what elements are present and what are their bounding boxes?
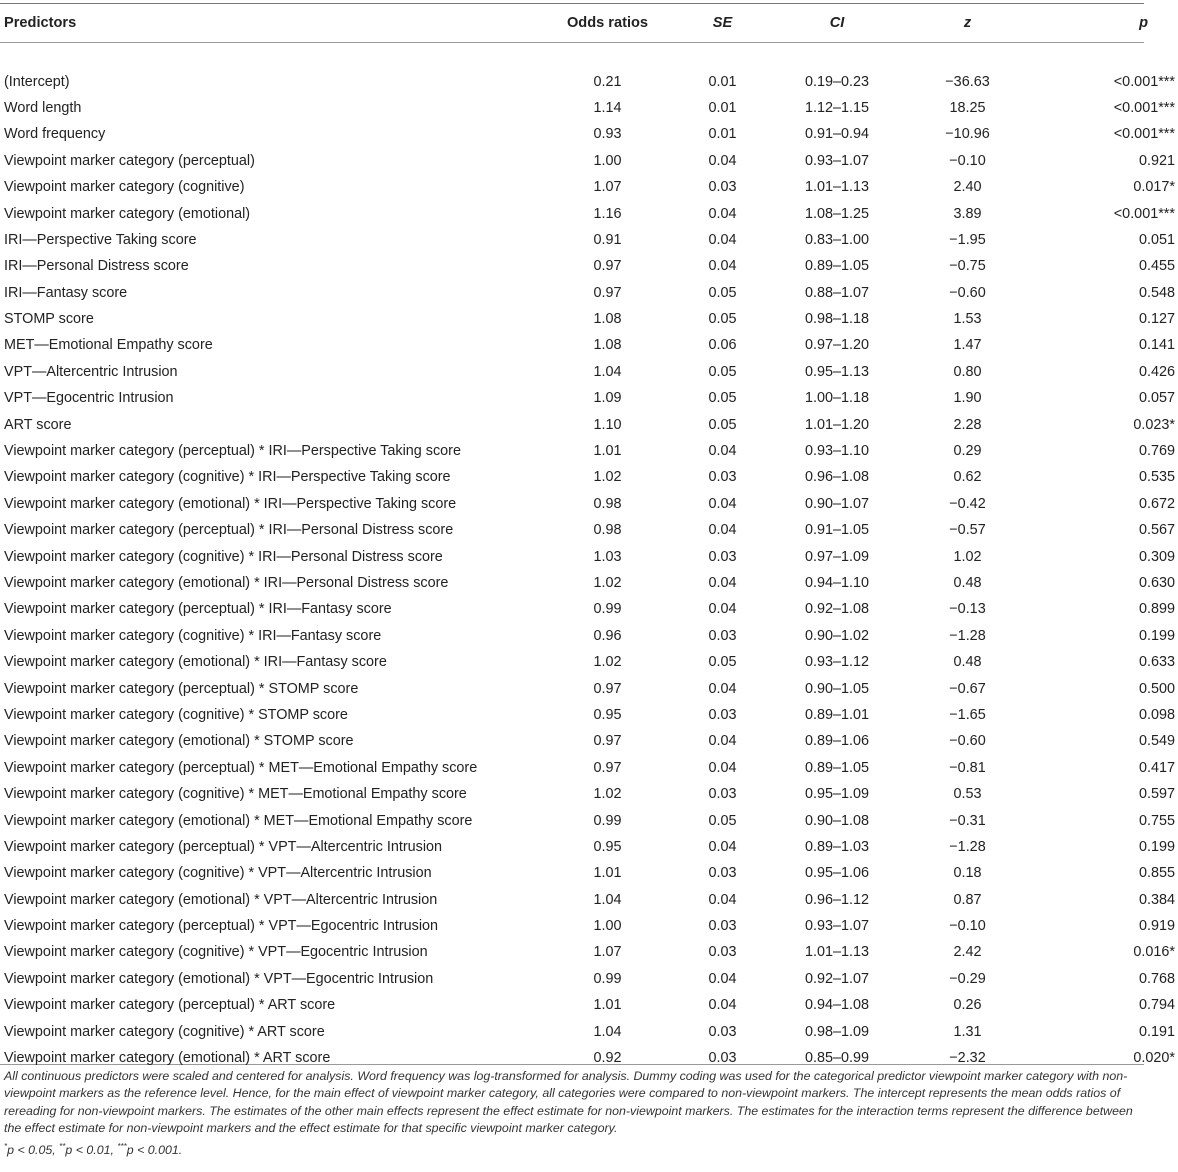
cell-odds-ratio: 0.96	[593, 627, 622, 644]
cell-ci: 0.92–1.07	[804, 970, 870, 987]
spacer-cell	[0, 42, 1178, 68]
sig-stars-1: *	[4, 1141, 8, 1151]
cell-se: 0.05	[708, 284, 737, 301]
cell-z: −2.32	[949, 1050, 986, 1067]
cell-z: −0.60	[949, 733, 986, 750]
cell-predictor: Viewpoint marker category (cognitive) * MET—Emotional Empathy score	[4, 786, 467, 803]
cell-se: 0.03	[708, 918, 737, 935]
cell-predictor: Viewpoint marker category (cognitive) * IRI—Personal Distress score	[4, 548, 443, 565]
cell-ci: 1.12–1.15	[804, 99, 870, 116]
cell-z: −36.63	[945, 73, 990, 90]
cell-z: 0.53	[953, 786, 982, 803]
cell-odds-ratio: 1.04	[593, 363, 622, 380]
cell-odds-ratio: 1.03	[593, 548, 622, 565]
cell-p: 0.769	[1138, 443, 1175, 460]
cell-p: <0.001***	[1113, 99, 1175, 116]
table-row	[0, 517, 1178, 543]
table-row	[0, 649, 1178, 675]
cell-ci: 0.95–1.06	[804, 865, 870, 882]
cell-odds-ratio: 1.00	[593, 152, 622, 169]
cell-predictor: Viewpoint marker category (emotional) * IRI—Perspective Taking score	[4, 495, 457, 512]
cell-p: 0.500	[1138, 680, 1175, 697]
table-row	[0, 385, 1178, 411]
table-row	[0, 68, 1178, 94]
cell-p: 0.384	[1138, 891, 1175, 908]
table-row	[0, 596, 1178, 622]
cell-ci: 0.93–1.10	[804, 443, 870, 460]
cell-z: −0.57	[949, 522, 986, 539]
cell-odds-ratio: 1.01	[593, 443, 622, 460]
cell-se: 0.04	[708, 231, 737, 248]
table-row	[0, 728, 1178, 754]
cell-predictor: Viewpoint marker category (cognitive) * IRI—Perspective Taking score	[4, 469, 451, 486]
cell-ci: 0.89–1.01	[804, 706, 870, 723]
cell-z: 2.28	[953, 416, 982, 433]
cell-odds-ratio: 1.04	[593, 1023, 622, 1040]
cell-z: 1.47	[953, 337, 982, 354]
significance-legend	[4, 1138, 1138, 1160]
table-row	[0, 332, 1178, 358]
cell-ci: 0.93–1.12	[804, 654, 870, 671]
header-ci: CI	[829, 14, 845, 31]
cell-ci: 0.96–1.08	[804, 469, 870, 486]
cell-p: 0.199	[1138, 627, 1175, 644]
cell-ci: 0.95–1.13	[804, 363, 870, 380]
cell-predictor: Viewpoint marker category (perceptual)	[4, 152, 255, 169]
cell-z: 18.25	[949, 99, 986, 116]
cell-predictor: Viewpoint marker category (perceptual) * IRI—Fantasy score	[4, 601, 392, 618]
spacer-row	[0, 42, 1178, 68]
cell-se: 0.03	[708, 944, 737, 961]
cell-se: 0.04	[708, 680, 737, 697]
cell-z: −0.10	[949, 918, 986, 935]
cell-p: 0.768	[1138, 970, 1175, 987]
cell-ci: 0.94–1.10	[804, 575, 870, 591]
cell-predictor: Viewpoint marker category (cognitive)	[4, 179, 245, 196]
sig-text-1: p < 0.05,	[7, 1142, 60, 1157]
cell-p: <0.001***	[1113, 126, 1175, 143]
cell-odds-ratio: 1.02	[593, 469, 622, 486]
table-footnote	[4, 1068, 1138, 1159]
table-row	[0, 411, 1178, 437]
table-row	[0, 675, 1178, 701]
table-row	[0, 543, 1178, 569]
cell-odds-ratio: 1.08	[593, 311, 622, 328]
cell-predictor: (Intercept)	[4, 73, 70, 90]
cell-p: 0.633	[1138, 654, 1175, 671]
cell-p: 0.057	[1138, 390, 1175, 407]
cell-odds-ratio: 0.97	[593, 759, 622, 776]
table-row	[0, 253, 1178, 279]
cell-ci: 0.94–1.08	[804, 997, 870, 1014]
table-row	[0, 438, 1178, 464]
cell-predictor: Viewpoint marker category (emotional) * VPT—Egocentric Intrusion	[4, 970, 434, 987]
cell-p: 0.535	[1138, 469, 1175, 486]
cell-odds-ratio: 1.08	[593, 337, 622, 354]
cell-odds-ratio: 0.91	[593, 231, 622, 248]
cell-se: 0.04	[708, 443, 737, 460]
cell-z: 1.02	[953, 548, 982, 565]
cell-predictor: IRI—Perspective Taking score	[4, 231, 197, 248]
cell-z: −1.65	[949, 706, 986, 723]
cell-ci: 0.89–1.05	[804, 759, 870, 776]
cell-odds-ratio: 1.02	[593, 575, 622, 591]
cell-ci: 0.97–1.20	[804, 337, 870, 354]
cell-odds-ratio: 0.95	[593, 838, 622, 855]
cell-predictor: Viewpoint marker category (cognitive) * STOMP score	[4, 706, 348, 723]
cell-z: 3.89	[953, 205, 982, 222]
cell-se: 0.03	[708, 1050, 737, 1067]
sig-stars-3: ***	[117, 1141, 127, 1151]
cell-predictor: VPT—Altercentric Intrusion	[4, 363, 178, 380]
cell-predictor: Viewpoint marker category (emotional) * STOMP score	[4, 733, 354, 750]
cell-ci: 0.90–1.05	[804, 680, 870, 697]
cell-ci: 0.96–1.12	[804, 891, 870, 908]
cell-p: 0.597	[1138, 786, 1175, 803]
cell-predictor: IRI—Personal Distress score	[4, 258, 189, 275]
cell-p: 0.794	[1138, 997, 1175, 1014]
cell-p: 0.127	[1138, 311, 1175, 328]
cell-odds-ratio: 1.10	[593, 416, 622, 433]
cell-ci: 0.98–1.09	[804, 1023, 870, 1040]
cell-p: 0.426	[1138, 363, 1175, 380]
cell-se: 0.04	[708, 601, 737, 618]
cell-se: 0.03	[708, 469, 737, 486]
cell-se: 0.04	[708, 759, 737, 776]
table-row	[0, 1018, 1178, 1044]
cell-predictor: Viewpoint marker category (cognitive) * IRI—Fantasy score	[4, 627, 382, 644]
cell-predictor: Viewpoint marker category (perceptual) * VPT—Egocentric Intrusion	[4, 918, 439, 935]
cell-ci: 0.83–1.00	[804, 231, 870, 248]
cell-p: 0.919	[1138, 918, 1175, 935]
cell-ci: 1.08–1.25	[804, 205, 870, 222]
header-p: p	[1139, 14, 1148, 31]
cell-predictor: Viewpoint marker category (emotional) * IRI—Personal Distress score	[4, 575, 449, 591]
cell-predictor: Viewpoint marker category (emotional) * ART score	[4, 1050, 331, 1067]
cell-se: 0.01	[708, 73, 737, 90]
cell-p: 0.755	[1138, 812, 1175, 829]
table-row	[0, 200, 1178, 226]
header-se: SE	[712, 14, 733, 31]
table-row	[0, 860, 1178, 886]
cell-se: 0.05	[708, 311, 737, 328]
cell-ci: 0.93–1.07	[804, 918, 870, 935]
cell-ci: 0.92–1.08	[804, 601, 870, 618]
cell-odds-ratio: 1.00	[593, 918, 622, 935]
cell-predictor: Viewpoint marker category (emotional)	[4, 205, 251, 222]
cell-se: 0.04	[708, 522, 737, 539]
cell-odds-ratio: 1.01	[593, 865, 622, 882]
cell-z: 1.53	[953, 311, 982, 328]
cell-p: 0.672	[1138, 495, 1175, 512]
cell-odds-ratio: 0.92	[593, 1050, 622, 1067]
cell-z: 1.90	[953, 390, 982, 407]
cell-ci: 0.89–1.03	[804, 838, 870, 855]
cell-z: 0.26	[953, 997, 982, 1014]
cell-z: −10.96	[945, 126, 990, 143]
cell-se: 0.03	[708, 1023, 737, 1040]
cell-z: −0.67	[949, 680, 986, 697]
cell-p: 0.567	[1138, 522, 1175, 539]
cell-predictor: STOMP score	[4, 311, 94, 328]
cell-p: 0.548	[1138, 284, 1175, 301]
cell-z: −0.42	[949, 495, 986, 512]
cell-odds-ratio: 1.16	[593, 205, 622, 222]
cell-z: 0.87	[953, 891, 982, 908]
table-row	[0, 306, 1178, 332]
cell-p: 0.921	[1138, 152, 1175, 169]
cell-se: 0.04	[708, 205, 737, 222]
cell-se: 0.01	[708, 99, 737, 116]
footnote-text: All continuous predictors were scaled and centered for analysis. Word frequency was log-transformed for analysis. Dummy coding was used for the categorical predictor viewpoint marker category with non-viewpoint markers as the reference level. Hence, for the main effect of viewpoint marker category, all categories were compared to non-viewpoint markers. The intercept represents the mean odds ratios of rereading for non-viewpoint markers. The estimates of the other main effects represent the effect estimate for non-viewpoint markers. The estimates for the interaction terms represent the difference between the effect estimate for non-viewpoint markers and the effect estimate for that specific viewpoint marker category.	[4, 1069, 1133, 1136]
table-row	[0, 913, 1178, 939]
cell-odds-ratio: 1.02	[593, 654, 622, 671]
cell-ci: 0.19–0.23	[804, 73, 870, 90]
cell-se: 0.05	[708, 654, 737, 671]
cell-odds-ratio: 0.98	[593, 495, 622, 512]
cell-predictor: Viewpoint marker category (cognitive) * VPT—Altercentric Intrusion	[4, 865, 432, 882]
table-row	[0, 491, 1178, 517]
cell-se: 0.05	[708, 812, 737, 829]
table-row	[0, 174, 1178, 200]
cell-odds-ratio: 0.99	[593, 812, 622, 829]
cell-z: 0.18	[953, 865, 982, 882]
cell-z: −1.28	[949, 838, 986, 855]
cell-ci: 0.95–1.09	[804, 786, 870, 803]
cell-se: 0.04	[708, 997, 737, 1014]
table-row	[0, 95, 1178, 121]
cell-odds-ratio: 1.09	[593, 390, 622, 407]
cell-predictor: Viewpoint marker category (cognitive) * ART score	[4, 1023, 325, 1040]
table-row	[0, 702, 1178, 728]
cell-ci: 0.98–1.18	[804, 311, 870, 328]
table-row	[0, 280, 1178, 306]
cell-odds-ratio: 0.98	[593, 522, 622, 539]
cell-se: 0.04	[708, 733, 737, 750]
cell-p: <0.001***	[1113, 73, 1175, 90]
cell-odds-ratio: 0.97	[593, 733, 622, 750]
cell-z: 2.42	[953, 944, 982, 961]
cell-odds-ratio: 0.93	[593, 126, 622, 143]
cell-predictor: Word frequency	[4, 126, 106, 143]
cell-predictor: IRI—Fantasy score	[4, 284, 128, 301]
cell-predictor: Viewpoint marker category (perceptual) * IRI—Perspective Taking score	[4, 443, 461, 460]
header-odds-ratios: Odds ratios	[566, 14, 649, 31]
cell-p: 0.455	[1138, 258, 1175, 275]
cell-predictor: Viewpoint marker category (emotional) * IRI—Fantasy score	[4, 654, 387, 671]
cell-predictor: Viewpoint marker category (emotional) * VPT—Altercentric Intrusion	[4, 891, 438, 908]
table-row	[0, 570, 1178, 596]
cell-predictor: Viewpoint marker category (cognitive) * VPT—Egocentric Intrusion	[4, 944, 428, 961]
cell-p: 0.417	[1138, 759, 1175, 776]
table-row	[0, 755, 1178, 781]
sig-stars-2: **	[59, 1141, 66, 1151]
cell-predictor: MET—Emotional Empathy score	[4, 337, 213, 354]
cell-odds-ratio: 1.07	[593, 179, 622, 196]
table-row	[0, 807, 1178, 833]
cell-p: 0.191	[1138, 1023, 1175, 1040]
cell-predictor: ART score	[4, 416, 72, 433]
cell-p: 0.199	[1138, 838, 1175, 855]
cell-odds-ratio: 0.97	[593, 258, 622, 275]
cell-se: 0.05	[708, 363, 737, 380]
cell-ci: 1.01–1.13	[804, 179, 870, 196]
cell-ci: 0.97–1.09	[804, 548, 870, 565]
cell-p: 0.023*	[1133, 416, 1175, 433]
cell-ci: 0.93–1.07	[804, 152, 870, 169]
cell-se: 0.05	[708, 416, 737, 433]
sig-text-3: p < 0.001.	[126, 1142, 183, 1157]
table-row	[0, 966, 1178, 992]
cell-p: 0.020*	[1133, 1050, 1175, 1067]
cell-predictor: VPT—Egocentric Intrusion	[4, 390, 174, 407]
cell-se: 0.01	[708, 126, 737, 143]
table-row	[0, 781, 1178, 807]
cell-p: 0.549	[1138, 733, 1175, 750]
cell-p: 0.141	[1138, 337, 1175, 354]
cell-se: 0.03	[708, 627, 737, 644]
cell-p: <0.001***	[1113, 205, 1175, 222]
cell-se: 0.04	[708, 891, 737, 908]
cell-z: 2.40	[953, 179, 982, 196]
cell-odds-ratio: 1.02	[593, 786, 622, 803]
table-row	[0, 464, 1178, 490]
cell-ci: 0.85–0.99	[804, 1050, 870, 1067]
cell-z: −1.95	[949, 231, 986, 248]
cell-z: −0.75	[949, 258, 986, 275]
cell-z: 0.80	[953, 363, 982, 380]
cell-se: 0.04	[708, 495, 737, 512]
cell-z: −0.29	[949, 970, 986, 987]
cell-odds-ratio: 0.97	[593, 680, 622, 697]
table-row	[0, 939, 1178, 965]
cell-se: 0.04	[708, 970, 737, 987]
cell-predictor: Viewpoint marker category (perceptual) * MET—Emotional Empathy score	[4, 759, 478, 776]
cell-z: −0.31	[949, 812, 986, 829]
cell-odds-ratio: 0.21	[593, 73, 622, 90]
cell-se: 0.03	[708, 706, 737, 723]
cell-z: 0.48	[953, 575, 982, 591]
cell-odds-ratio: 0.99	[593, 970, 622, 987]
cell-odds-ratio: 0.99	[593, 601, 622, 618]
cell-p: 0.017*	[1133, 179, 1175, 196]
cell-p: 0.098	[1138, 706, 1175, 723]
cell-p: 0.899	[1138, 601, 1175, 618]
cell-se: 0.04	[708, 258, 737, 275]
cell-ci: 1.01–1.13	[804, 944, 870, 961]
cell-se: 0.03	[708, 179, 737, 196]
cell-odds-ratio: 1.01	[593, 997, 622, 1014]
sig-text-2: p < 0.01,	[65, 1142, 118, 1157]
cell-ci: 0.88–1.07	[804, 284, 870, 301]
cell-ci: 0.90–1.02	[804, 627, 870, 644]
table-row	[0, 359, 1178, 385]
cell-odds-ratio: 1.04	[593, 891, 622, 908]
cell-se: 0.04	[708, 838, 737, 855]
cell-predictor: Viewpoint marker category (perceptual) * VPT—Altercentric Intrusion	[4, 838, 443, 855]
cell-predictor: Viewpoint marker category (perceptual) * IRI—Personal Distress score	[4, 522, 454, 539]
cell-ci: 1.00–1.18	[804, 390, 870, 407]
cell-p: 0.630	[1138, 575, 1175, 591]
cell-odds-ratio: 1.07	[593, 944, 622, 961]
cell-p: 0.309	[1138, 548, 1175, 565]
cell-se: 0.05	[708, 390, 737, 407]
cell-odds-ratio: 0.97	[593, 284, 622, 301]
cell-predictor: Viewpoint marker category (perceptual) * STOMP score	[4, 680, 359, 697]
cell-se: 0.04	[708, 575, 737, 591]
cell-ci: 0.90–1.07	[804, 495, 870, 512]
cell-se: 0.03	[708, 786, 737, 803]
cell-z: 0.29	[953, 443, 982, 460]
cell-z: −0.60	[949, 284, 986, 301]
cell-ci: 0.90–1.08	[804, 812, 870, 829]
cell-odds-ratio: 0.95	[593, 706, 622, 723]
table-row	[0, 992, 1178, 1018]
cell-z: −0.81	[949, 759, 986, 776]
header-predictors: Predictors	[4, 14, 77, 31]
table-row	[0, 623, 1178, 649]
cell-ci: 0.89–1.05	[804, 258, 870, 275]
results-table	[0, 3, 1178, 1071]
cell-p: 0.016*	[1133, 944, 1175, 961]
cell-odds-ratio: 1.14	[593, 99, 622, 116]
table-row	[0, 121, 1178, 147]
cell-z: −0.13	[949, 601, 986, 618]
cell-ci: 0.91–0.94	[804, 126, 870, 143]
cell-predictor: Viewpoint marker category (emotional) * MET—Emotional Empathy score	[4, 812, 473, 829]
cell-predictor: Word length	[4, 99, 82, 116]
cell-p: 0.051	[1138, 231, 1175, 248]
header-row	[0, 3, 1178, 42]
table-row	[0, 834, 1178, 860]
cell-se: 0.06	[708, 337, 737, 354]
table-row	[0, 148, 1178, 174]
cell-z: 0.62	[953, 469, 982, 486]
cell-ci: 1.01–1.20	[804, 416, 870, 433]
cell-ci: 0.91–1.05	[804, 522, 870, 539]
cell-z: 1.31	[953, 1023, 982, 1040]
cell-predictor: Viewpoint marker category (perceptual) * ART score	[4, 997, 336, 1014]
header-z: z	[963, 14, 972, 31]
table-body	[0, 42, 1178, 1071]
cell-z: −0.10	[949, 152, 986, 169]
cell-se: 0.03	[708, 865, 737, 882]
cell-se: 0.03	[708, 548, 737, 565]
cell-z: 0.48	[953, 654, 982, 671]
table-row	[0, 887, 1178, 913]
cell-ci: 0.89–1.06	[804, 733, 870, 750]
table-row	[0, 227, 1178, 253]
cell-z: −1.28	[949, 627, 986, 644]
cell-se: 0.04	[708, 152, 737, 169]
cell-p: 0.855	[1138, 865, 1175, 882]
